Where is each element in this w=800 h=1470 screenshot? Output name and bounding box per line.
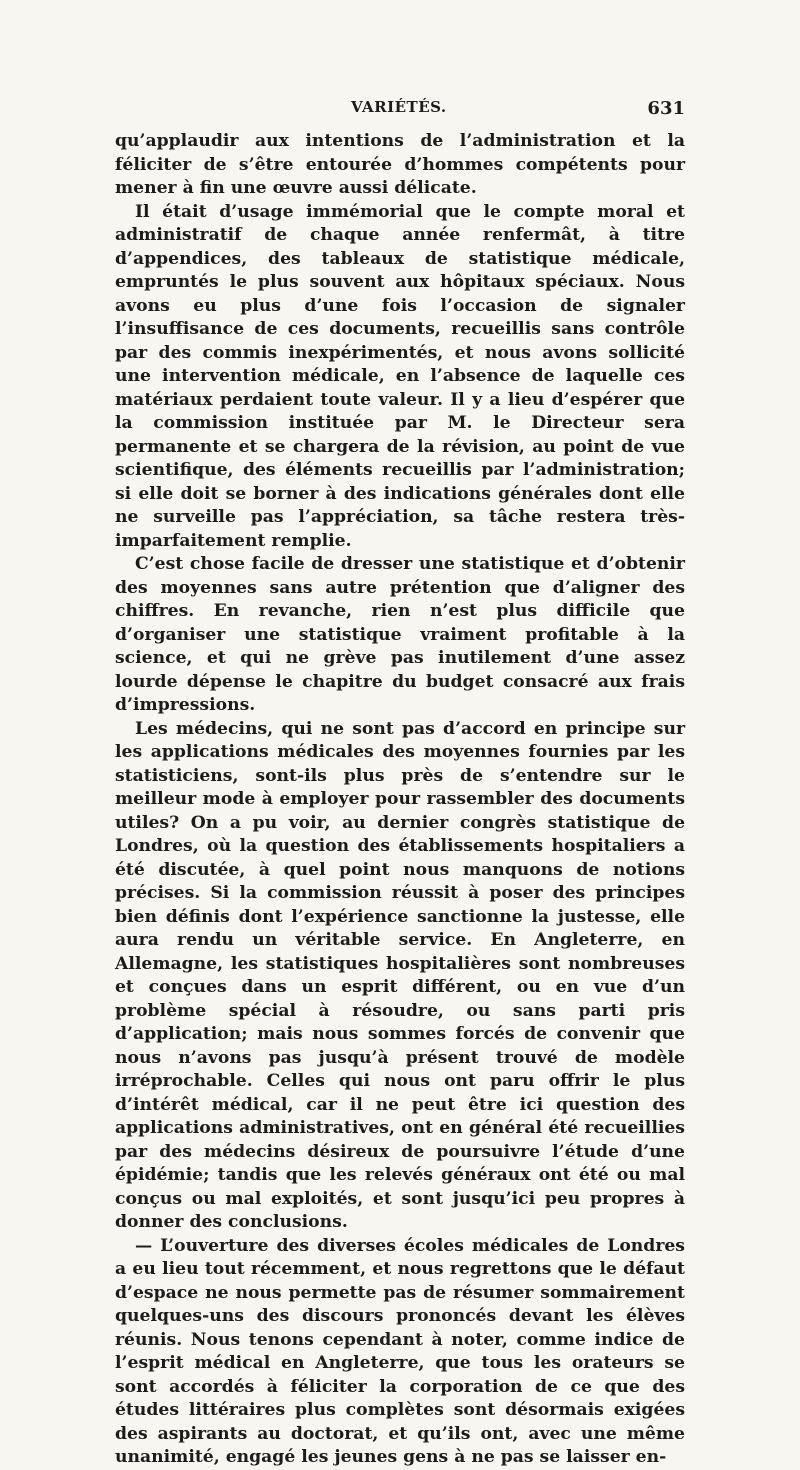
paragraph-physicians: Les médecins, qui ne sont pas d’accord en principe sur les applications médicales des moyennes fournies par les statisticiens, sont-ils plus près de s’entendre sur le meilleur mode à employer pour rassembler des documents utiles? On a pu voir, au dernier congrès statistique de Londres, où la question des établissements hospitaliers a été discutée, à quel point nous manquons de notions précises. Si la commission réussit à poser des principes bien définis dont l’expérience sanctionne la justesse, elle aura rendu un véritable service. En Angleterre, en Allemagne, les statistiques hospitalières sont nombreuses et conçues dans un esprit différent, ou en vue d’un problème spécial à résoudre, ou sans parti pris d’application; mais nous sommes forcés de convenir que nous n’avons pas jusqu’à présent trouvé de modèle irréprochable. Celles qui nous ont paru offrir le plus d’intérêt médical, car il ne peut être ici question des applications administratives, ont en général été recueillies par des médecins désireux de poursuivre l’étude d’une épidémie; tandis que les relevés généraux ont été ou mal conçus ou mal exploités, et sont jusqu’ici peu propres à donner des conclusions. (115, 718, 685, 1232)
paragraph-statistics-history: Il était d’usage immémorial que le compte moral et administratif de chaque année renfermât, à titre d’appendices, des tableaux de statistique médicale, empruntés le plus souvent aux hôpitaux spéciaux. Nous avons eu plus d’une fois l’occasion de signaler l’insuffisance de ces documents, recueillis sans contrôle par des commis inexpérimentés, et nous avons sollicité une intervention médicale, en l’absence de laquelle ces matériaux perdaient toute valeur. Il y a lieu d’espérer que la commission instituée par M. le Directeur sera permanente et se chargera de la révision, au point de vue scientifique, des éléments recueillis par l’administration; si elle doit se borner à des indications générales dont elle ne surveille pas l’appréciation, sa tâche restera très-imparfaitement remplie. (115, 201, 685, 551)
body-text (115, 130, 685, 1470)
paragraph-statistics-difficulty: C’est chose facile de dresser une statistique et d’obtenir des moyennes sans autre prétention que d’aligner des chiffres. En revanche, rien n’est plus difficile que d’organiser une statistique vraiment profitable à la science, et qui ne grève pas inutilement d’une assez lourde dépense le chapitre du budget consacré aux frais d’impressions. (115, 554, 685, 715)
page-header (115, 98, 685, 122)
page-number: 631 (647, 98, 685, 119)
paragraph-continuation: qu’applaudir aux intentions de l’administration et la féliciter de s’être entourée d’hommes compétents pour mener à fin une œuvre aussi délicate. (115, 131, 685, 198)
running-title: VARIÉTÉS. (351, 98, 447, 116)
paragraph-london-schools: — L’ouverture des diverses écoles médicales de Londres a eu lieu tout récemment, et nous regrettons que le défaut d’espace ne nous permette pas de résumer sommairement quelques-uns des discours prononcés devant les élèves réunis. Nous tenons cependant à noter, comme indice de l’esprit médical en Angleterre, que tous les orateurs se sont accordés à féliciter la corporation de ce que des études littéraires plus complètes sont désormais exigées des aspirants au doctorat, et qu’ils ont, avec une même unanimité, engagé les jeunes gens à ne pas se laisser en- (115, 1235, 685, 1467)
